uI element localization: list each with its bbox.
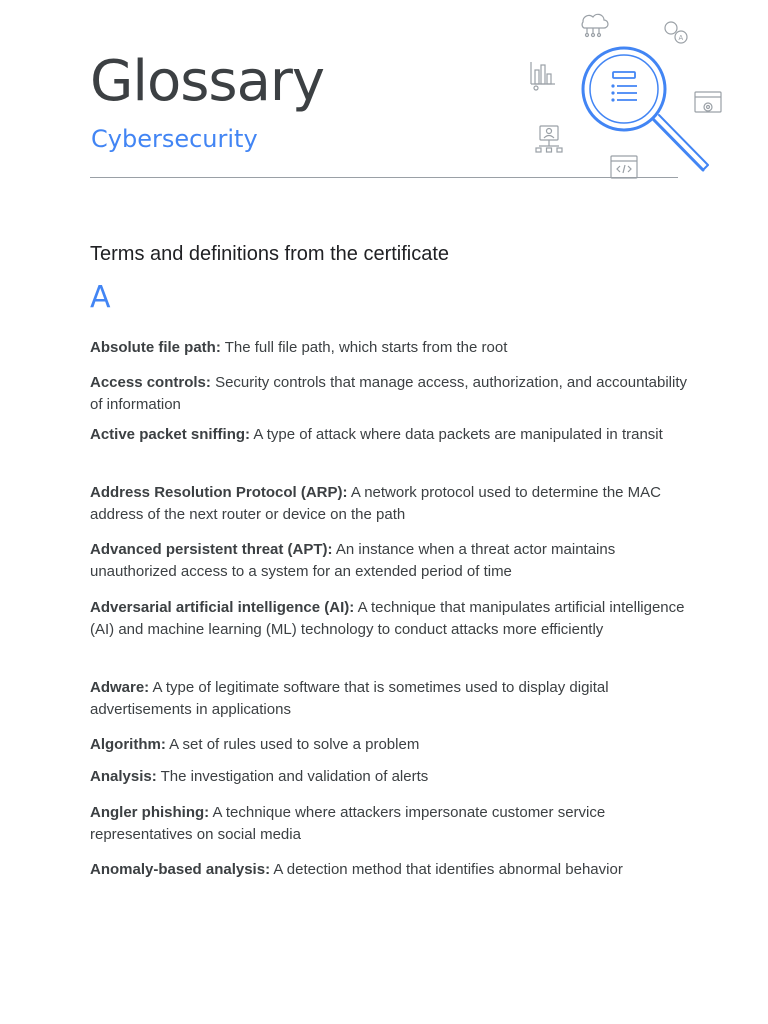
glossary-term: Advanced persistent threat (APT): [90, 541, 333, 558]
glossary-definition: A type of legitimate software that is sometimes used to display digital advertisements in applications [90, 679, 609, 718]
chat-translate-icon [665, 22, 687, 43]
glossary-definition: A type of attack where data packets are manipulated in transit [253, 426, 663, 443]
code-window-icon [611, 156, 637, 178]
page-title: Glossary [90, 49, 325, 114]
glossary-definition: A technique that manipulates artificial intelligence (AI) and machine learning (ML) technology to conduct attacks more efficiently [90, 599, 685, 638]
glossary-entry [90, 597, 690, 641]
header-illustration [525, 4, 730, 184]
glossary-entry [90, 802, 690, 846]
glossary-definition: A set of rules used to solve a problem [169, 736, 420, 753]
glossary-entry [90, 539, 690, 583]
header-divider [90, 177, 678, 178]
glossary-entry [90, 766, 690, 788]
glossary-definition: An instance when a threat actor maintains unauthorized access to a system for an extended period of time [90, 541, 616, 580]
magnifier-document-icon [583, 48, 708, 170]
glossary-term: Angler phishing: [90, 804, 210, 821]
glossary-entry [90, 337, 690, 359]
glossary-term: Adversarial artificial intelligence (AI): [90, 599, 355, 616]
glossary-entry [90, 734, 690, 756]
glossary-term: Active packet sniffing: [90, 426, 251, 443]
letter-heading-a: A [90, 280, 111, 315]
settings-window-icon [695, 92, 721, 112]
glossary-definition: A detection method that identifies abnormal behavior [273, 861, 623, 878]
page-subtitle: Cybersecurity [91, 125, 258, 153]
glossary-term: Address Resolution Protocol (ARP): [90, 484, 348, 501]
section-heading: Terms and definitions from the certificate [90, 243, 450, 265]
glossary-definition: Security controls that manage access, authorization, and accountability of information [90, 374, 687, 413]
glossary-term: Absolute file path: [90, 339, 221, 356]
bar-chart-icon [531, 62, 555, 90]
glossary-term: Adware: [90, 679, 150, 696]
glossary-entry [90, 859, 690, 881]
svg-text:A: A [678, 35, 684, 42]
glossary-definition: The investigation and validation of alerts [160, 768, 429, 785]
glossary-definition: A technique where attackers impersonate customer service representatives on social media [90, 804, 606, 843]
glossary-term: Algorithm: [90, 736, 166, 753]
glossary-definition: The full file path, which starts from the root [224, 339, 508, 356]
glossary-entry [90, 424, 690, 446]
glossary-entry [90, 677, 690, 721]
cloud-network-icon [582, 14, 608, 36]
glossary-entry [90, 482, 690, 526]
glossary-entry [90, 372, 690, 416]
glossary-term: Analysis: [90, 768, 157, 785]
user-network-icon [536, 126, 562, 152]
glossary-term: Anomaly-based analysis: [90, 861, 271, 878]
glossary-term: Access controls: [90, 374, 211, 391]
glossary-definition: A network protocol used to determine the MAC address of the next router or device on the path [90, 484, 662, 523]
